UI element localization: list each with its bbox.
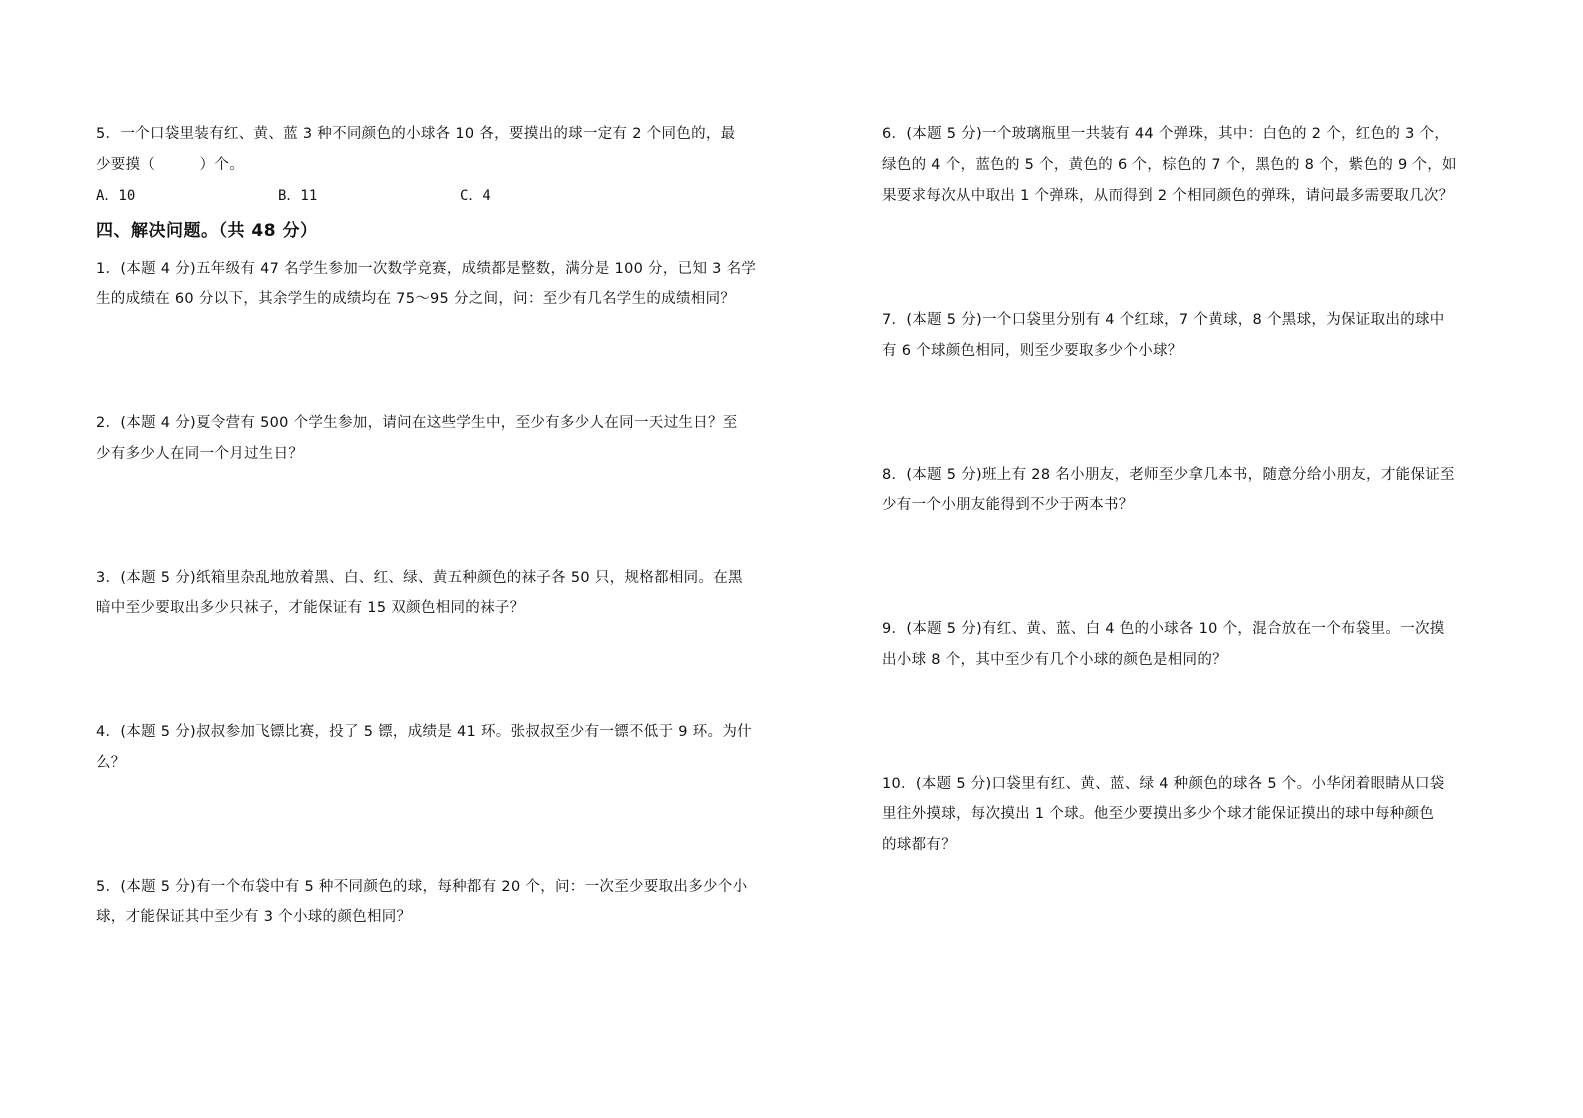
question-text-line: 少要摸（ ）个。 — [96, 157, 244, 173]
problem-text-line: 的球都有？ — [882, 837, 956, 853]
section-heading: 四、解决问题。（共 48 分） — [96, 221, 318, 241]
problem-text-line: 球，才能保证其中至少有 3 个小球的颜色相同？ — [96, 909, 412, 925]
problem-text-line: 5．(本题 5 分)有一个布袋中有 5 种不同颜色的球，每种都有 20 个，问：一次至少要取出多少个小 — [96, 879, 748, 895]
problem-text-line: 暗中至少要取出多少只袜子，才能保证有 15 双颜色相同的袜子？ — [96, 600, 525, 616]
problem-text-line: 么？ — [96, 755, 126, 771]
problem-text-line: 生的成绩在 60 分以下，其余学生的成绩均在 75～95 分之间，问：至少有几名学生的成绩相同？ — [96, 291, 736, 307]
problem-text-line: 少有多少人在同一个月过生日？ — [96, 446, 304, 462]
problem-text-line: 6．(本题 5 分)一个玻璃瓶里一共装有 44 个弹珠，其中：白色的 2 个，红色的 3 个， — [882, 126, 1450, 142]
problem-text-line: 出小球 8 个，其中至少有几个小球的颜色是相同的？ — [882, 652, 1227, 668]
problem-text-line: 里往外摸球，每次摸出 1 个球。他至少要摸出多少个球才能保证摸出的球中每种颜色 — [882, 806, 1435, 822]
problem-text-line: 7．(本题 5 分)一个口袋里分别有 4 个红球，7 个黄球，8 个黑球，为保证取出的球中 — [882, 312, 1445, 328]
problem-text-line: 3．(本题 5 分)纸箱里杂乱地放着黑、白、红、绿、黄五种颜色的袜子各 50 只，规格都相同。在黑 — [96, 570, 743, 586]
option-c: C．4 — [460, 188, 491, 204]
problem-text-line: 1．(本题 4 分)五年级有 47 名学生参加一次数学竞赛，成绩都是整数，满分是 100 分，已知 3 名学 — [96, 261, 757, 277]
problem-text-line: 8．(本题 5 分)班上有 28 名小朋友，老师至少拿几本书，随意分给小朋友，才能保证至 — [882, 467, 1455, 483]
option-a: A．10 — [96, 188, 136, 204]
problem-text-line: 4．(本题 5 分)叔叔参加飞镖比赛，投了 5 镖，成绩是 41 环。张叔叔至少有一镖不低于 9 环。为什 — [96, 724, 752, 740]
option-b: B．11 — [278, 188, 318, 204]
problem-text-line: 少有一个小朋友能得到不少于两本书？ — [882, 497, 1134, 513]
problem-text-line: 10．(本题 5 分)口袋里有红、黄、蓝、绿 4 种颜色的球各 5 个。小华闭着眼睛从口袋 — [882, 776, 1445, 792]
problem-text-line: 9．(本题 5 分)有红、黄、蓝、白 4 色的小球各 10 个，混合放在一个布袋里。一次摸 — [882, 621, 1445, 637]
problem-text-line: 2．(本题 4 分)夏令营有 500 个学生参加，请问在这些学生中，至少有多少人在同一天过生日？至 — [96, 415, 738, 431]
problem-text-line: 有 6 个球颜色相同，则至少要取多少个小球？ — [882, 343, 1183, 359]
problem-text-line: 果要求每次从中取出 1 个弹珠，从而得到 2 个相同颜色的弹珠，请问最多需要取几次？ — [882, 188, 1454, 204]
problem-text-line: 绿色的 4 个，蓝色的 5 个，黄色的 6 个，棕色的 7 个，黑色的 8 个，紫色的 9 个，如 — [882, 157, 1457, 173]
question-text-line: 5．一个口袋里装有红、黄、蓝 3 种不同颜色的小球各 10 各，要摸出的球一定有 2 个同色的，最 — [96, 126, 736, 142]
